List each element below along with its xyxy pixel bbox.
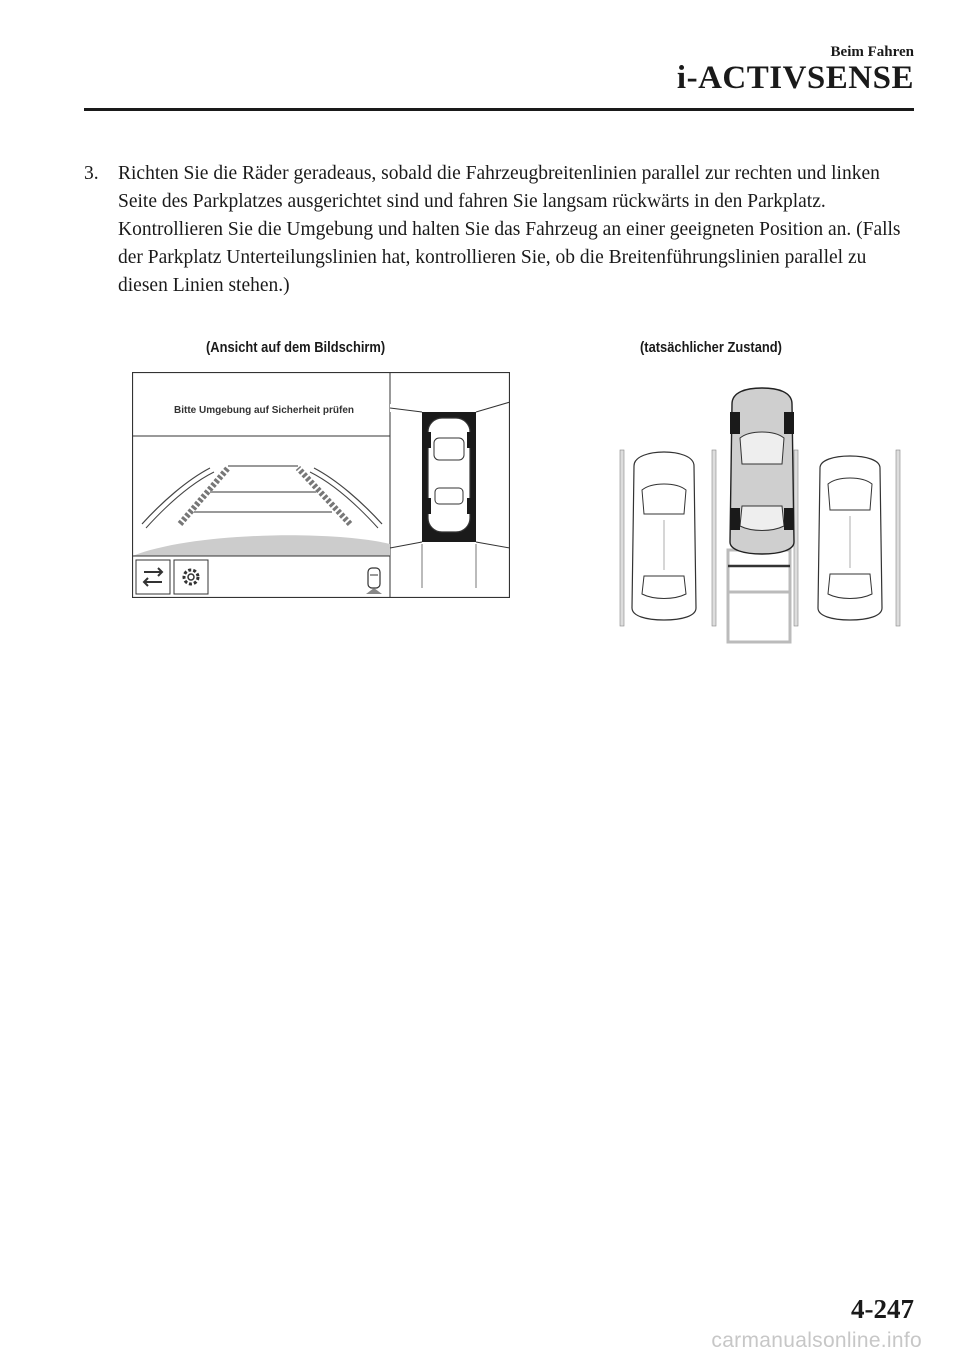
screen-message: Bitte Umgebung auf Sicherheit prüfen xyxy=(173,405,355,416)
caption-screen-view: (Ansicht auf dem Bildschirm) xyxy=(206,339,386,356)
gear-icon[interactable] xyxy=(174,560,208,594)
reversing-car xyxy=(730,388,794,554)
caption-actual-state: (tatsächlicher Zustand) xyxy=(640,339,782,356)
step-text: Richten Sie die Räder geradeaus, sobald die Fahrzeugbreitenlinien parallel zur rechten und linken Seite des Parkplatzes ausgerichtet sind und fahren Sie langsam rückwärts in den Parkplatz. Kontrollieren Sie die Umgebung und halten Sie das Fahrzeug an einer geeigneten Position an. (Falls der Parkplatz Unterteilungslinien hat, kontrollieren Sie, ob die Breitenführungslinien parallel zu diesen Linien stehen.) xyxy=(118,163,901,296)
page-number: 4-247 xyxy=(851,1294,914,1324)
instruction-step xyxy=(84,160,914,300)
camera-screen-illustration xyxy=(132,372,510,598)
header-rule xyxy=(84,108,914,111)
view-switch-icon[interactable] xyxy=(136,560,170,594)
top-view-car xyxy=(425,418,473,532)
header-title: i-ACTIVSENSE xyxy=(676,60,914,96)
watermark: carmanualsonline.info xyxy=(711,1329,922,1352)
step-number: 3. xyxy=(84,163,99,184)
header-section: Beim Fahren xyxy=(830,44,914,60)
actual-parking-illustration xyxy=(612,380,912,650)
parked-car-left xyxy=(632,452,696,620)
parked-car-right xyxy=(818,456,882,620)
